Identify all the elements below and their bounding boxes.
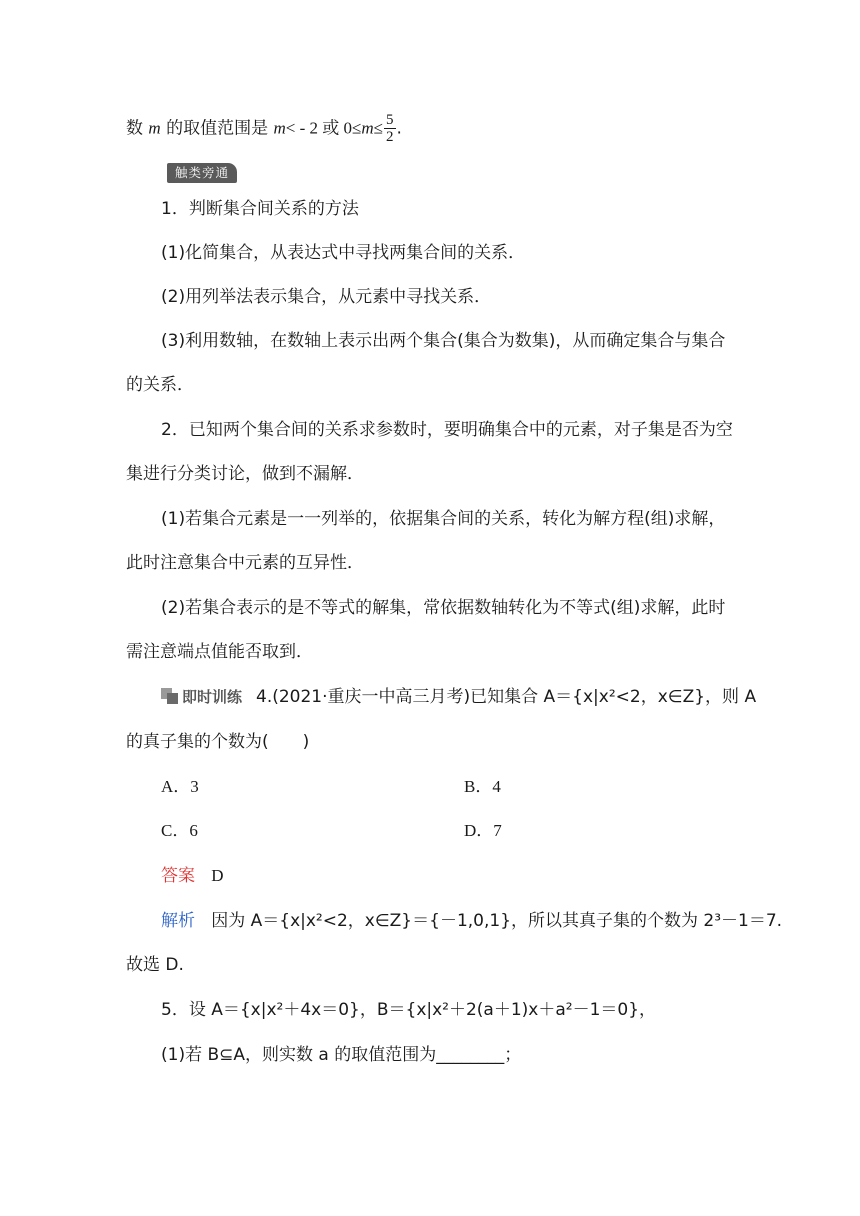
analysis-text: 因为 A＝{x|x²<2，x∈Z}＝{－1,0,1}，所以其真子集的个数为 2³－1＝7. xyxy=(211,911,783,931)
drill-label: 即时训练 xyxy=(161,686,242,708)
section2-item2-cont: 需注意端点值能否取到． xyxy=(126,642,313,662)
section2-title-cont: 集进行分类讨论，做到不漏解． xyxy=(126,464,364,484)
section1-item1: (1)化简集合，从表达式中寻找两集合间的关系． xyxy=(161,243,526,263)
section2-title: 2．已知两个集合间的关系求参数时，要明确集合中的元素，对子集是否为空 xyxy=(161,420,733,440)
section1-item2: (2)用列举法表示集合，从元素中寻找关系． xyxy=(161,287,492,307)
question4-stem: 4.(2021·重庆一中高三月考)已知集合 A＝{x|x²<2，x∈Z}，则 A xyxy=(256,687,757,707)
analysis-cont: 故选 D. xyxy=(126,955,184,975)
section2-item1-cont: 此时注意集合中元素的互异性． xyxy=(126,553,364,573)
section1-item3: (3)利用数轴，在数轴上表示出两个集合(集合为数集)，从而确定集合与集合 xyxy=(161,331,726,351)
analysis-line xyxy=(161,908,782,934)
question4-stem-cont: 的真子集的个数为( ) xyxy=(126,732,310,752)
option-b: B．4 xyxy=(464,777,501,796)
option-a: A．3 xyxy=(161,777,199,796)
option-d: D．7 xyxy=(464,821,502,840)
section2-item2: (2)若集合表示的是不等式的解集，常依据数轴转化为不等式(组)求解，此时 xyxy=(161,598,726,618)
answer-value: D xyxy=(211,866,224,885)
analysis-label: 解析 xyxy=(161,911,195,931)
question5-stem: 5．设 A＝{x|x²＋4x＝0}，B＝{x|x²＋2(a＋1)x＋a²－1＝0}， xyxy=(161,1000,657,1020)
answer-line xyxy=(161,863,224,889)
question5-part1: (1)若 B⊆A，则实数 a 的取值范围为________； xyxy=(161,1045,522,1065)
carryover-line: 数 m 的取值范围是 m< - 2 或 0≤m≤ $\frac{5}{2}$ . xyxy=(126,112,402,145)
fraction-5-2: $\frac{5}{2}$ xyxy=(386,112,394,145)
option-c: C．6 xyxy=(161,821,198,840)
answer-label: 答案 xyxy=(161,866,195,886)
section2-item1: (1)若集合元素是一一列举的，依据集合间的关系，转化为解方程(组)求解， xyxy=(161,509,726,529)
section-badge: 触类旁通 xyxy=(167,163,237,183)
drill-square-icon xyxy=(161,688,179,704)
section1-title: 1．判断集合间关系的方法 xyxy=(161,199,359,219)
section1-item3-cont: 的关系． xyxy=(126,375,194,395)
